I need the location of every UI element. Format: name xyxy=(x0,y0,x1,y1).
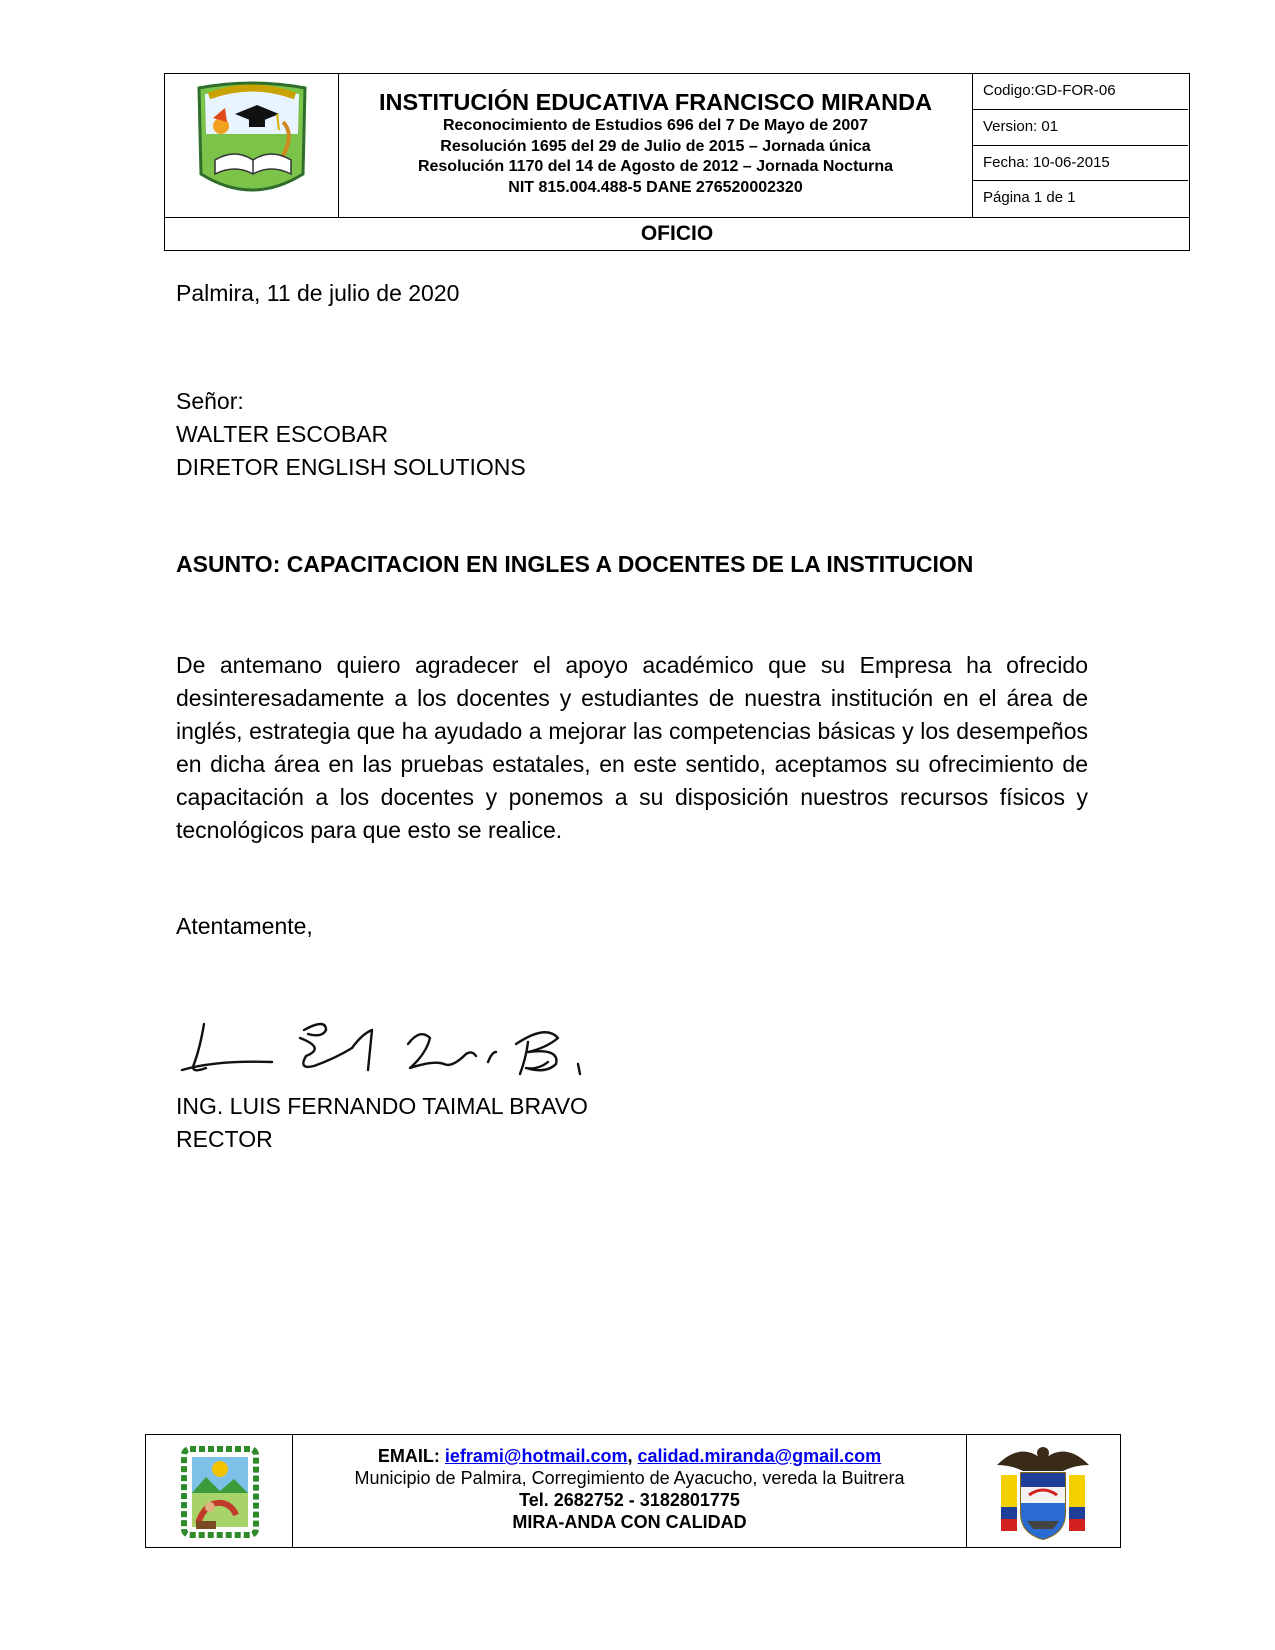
recipient-name: WALTER ESCOBAR xyxy=(176,421,389,447)
resolution-line-2: Resolución 1170 del 14 de Agosto de 2012 – Jornada Nocturna xyxy=(417,158,894,175)
recipient-title: DIRETOR ENGLISH SOLUTIONS xyxy=(176,454,526,480)
letter-closing: Atentamente, xyxy=(176,913,313,939)
resolution-line-1: Resolución 1695 del 29 de Julio de 2015 – Jornada única xyxy=(440,137,871,155)
signer-name: ING. LUIS FERNANDO TAIMAL BRAVO xyxy=(176,1093,588,1119)
salutation: Señor: xyxy=(176,388,244,414)
recognition-line: Reconocimiento de Estudios 696 del 7 De Mayo de 2007 xyxy=(442,117,869,134)
municipality-shield-icon xyxy=(146,1435,293,1546)
codigo-field: Codigo:GD-FOR-06 xyxy=(973,74,1188,110)
letter-subject: ASUNTO: CAPACITACION EN INGLES A DOCENTES DE LA INSTITUCION xyxy=(176,551,974,577)
pagina-field: Página 1 de 1 xyxy=(983,189,1076,207)
letter-date: Palmira, 11 de julio de 2020 xyxy=(176,280,460,306)
email-line xyxy=(293,1445,966,1467)
fecha-field: Fecha: 10-06-2015 xyxy=(973,146,1188,182)
signer-title: RECTOR xyxy=(176,1126,273,1152)
signer-block xyxy=(176,1090,588,1156)
footer-phone: Tel. 2682752 - 3182801775 xyxy=(519,1490,740,1510)
document-meta-cell xyxy=(973,74,1188,217)
letter-body: De antemano quiero agradecer el apoyo académico que su Empresa ha ofrecido desinteresadamente a los docentes y estudiantes de nuestra institución en el área de inglés, estrategia que ha ayudado a mejorar las competencias básicas y los desempeños en dicha área en las pruebas estatales, en este sentido, aceptamos su ofrecimiento de capacitación a los docentes y ponemos a su disposición nuestros recursos físicos y tecnológicos para que esto se realice. xyxy=(176,652,1088,843)
document-footer xyxy=(145,1434,1121,1548)
footer-motto: MIRA-ANDA CON CALIDAD xyxy=(512,1512,747,1532)
colombia-coat-of-arms-icon xyxy=(967,1435,1120,1546)
email-link-gmail[interactable]: calidad.miranda@gmail.com xyxy=(637,1446,882,1466)
email-link-hotmail[interactable]: ieframi@hotmail.com xyxy=(444,1446,628,1466)
recipient-block xyxy=(176,385,526,484)
email-separator: , xyxy=(627,1446,633,1466)
document-header xyxy=(164,73,1190,251)
institution-logo xyxy=(165,74,339,217)
version-field: Version: 01 xyxy=(973,110,1188,146)
handwritten-signature xyxy=(176,1008,616,1092)
footer-left-logo-cell xyxy=(146,1435,293,1547)
header-logo-cell xyxy=(165,74,339,217)
header-title-cell xyxy=(339,74,973,217)
nit-dane-line: NIT 815.004.488-5 DANE 276520002320 xyxy=(508,178,803,196)
document-type-title: OFICIO xyxy=(165,217,1189,250)
email-label: EMAIL: xyxy=(377,1446,440,1466)
footer-contact-cell xyxy=(293,1435,967,1547)
footer-right-emblem-cell xyxy=(967,1435,1120,1547)
footer-address: Municipio de Palmira, Corregimiento de Ayacucho, vereda la Buitrera xyxy=(354,1468,905,1488)
institution-name: INSTITUCIÓN EDUCATIVA FRANCISCO MIRANDA xyxy=(378,89,933,115)
